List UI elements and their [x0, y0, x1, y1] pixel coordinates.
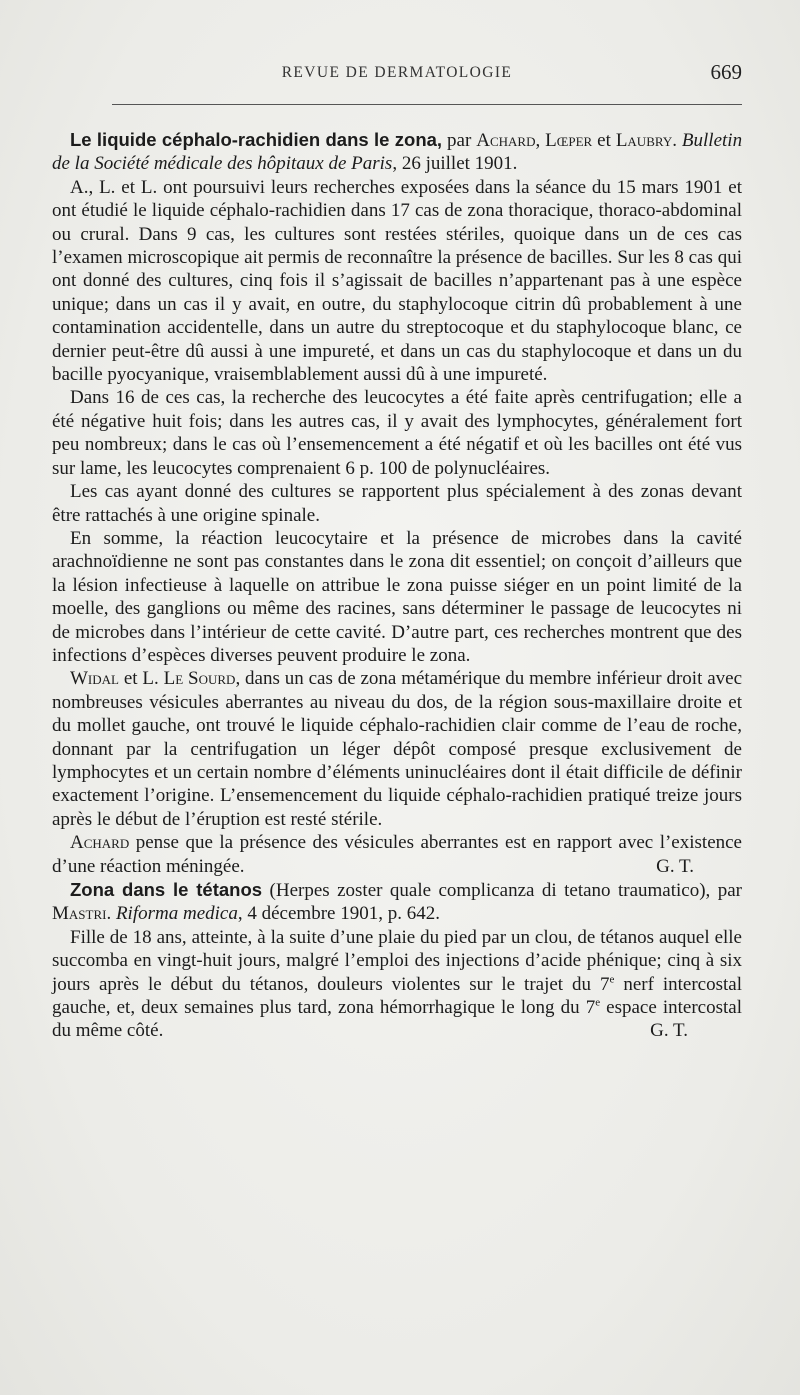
author-mastri: Mastri — [52, 903, 107, 925]
article2-signature: G. T. — [650, 1020, 688, 1042]
article1-and: et — [597, 130, 611, 151]
article1-heading — [52, 128, 742, 176]
running-head — [52, 62, 742, 92]
journal-title: REVUE DE DERMATOLOGIE — [281, 64, 513, 81]
author-le-sourd: Le Sourd — [163, 668, 236, 690]
article2-date: , 4 décembre 1901, p. 642. — [237, 903, 440, 925]
article1-paragraph-1: A., L. et L. ont poursuivi leurs recherches exposées dans la séance du 15 mars 1901 et ont étudié le liquide céphalo-rachidien dans 17 cas de zona thoracique, thoraco-abdominal ou crural. Dans 9 cas, les cultures sont restées stériles, quoique dans un de ces cas l’examen microscopique ait permis de reconnaître la présence de bacilles. Sur les 8 cas qui ont donné des cultures, cinq fois il s’agissait de bacilles n’appartenant pas à une espèce unique; dans un cas il y avait, en outre, du staphylocoque citrin dû probablement à une contamination accidentelle, dans un autre du streptocoque et du staphylocoque blanc, ce dernier peut-être dû aussi à une impureté, et dans un cas du staphylocoque et dans un du bacille pyocyanique, vraisemblablement aussi dû à une impureté. — [52, 176, 742, 386]
author-widal: Widal — [70, 668, 119, 690]
article2-subtitle: (Herpes zoster quale complicanza di tetano traumatico), par — [262, 880, 742, 901]
article1-by: par — [447, 130, 472, 151]
article2-paragraph-1 — [52, 926, 742, 1043]
article1-citation-lead: . — [672, 130, 677, 151]
article1-paragraph-6 — [52, 831, 742, 878]
header-rule — [112, 104, 742, 105]
page-number: 669 — [710, 60, 742, 84]
article2-journal: Riforma medica — [115, 903, 238, 925]
article2-heading — [52, 878, 742, 926]
article1-author-loeper: Lœper — [545, 130, 593, 151]
article1-author-laubry: Laubry — [615, 130, 673, 151]
article2-sep: . — [106, 903, 112, 925]
article1-sep: , — [535, 130, 541, 151]
article1-title: Le liquide céphalo-rachidien dans le zona, — [70, 129, 443, 150]
p6-text: pense que la présence des vésicules aberrantes est en rapport avec l’existence d’une réaction méningée. — [52, 832, 742, 877]
superscript-e-1: e — [609, 973, 615, 986]
superscript-e-2: e — [595, 996, 601, 1009]
p1-part-c: espace intercostal du même côté. — [52, 997, 742, 1042]
article-body — [52, 128, 742, 1043]
author-achard: Achard — [70, 832, 130, 854]
article1-paragraph-3: Les cas ayant donné des cultures se rapportent plus spécialement à des zonas devant être rattachés à une origine spinale. — [52, 481, 742, 526]
article1-paragraph-2: Dans 16 de ces cas, la recherche des leucocytes a été faite après centrifugation; elle a été négative huit fois; dans les autres cas, il y avait des lymphocytes, généralement fort peu nombreux; dans le cas où l’ensemencement a été négatif et où les bacilles ont été vus sur lame, les leucocytes comprenaient 6 p. 100 de polynucléaires. — [52, 387, 742, 479]
article1-author-achard: Achard — [476, 130, 536, 151]
p5-and: et L. — [123, 668, 159, 690]
p1-part-b: nerf intercostal gauche, et, deux semaines plus tard, zona hémorrhagique le long du 7 — [52, 973, 742, 1019]
p1-part-a: Fille de 18 ans, atteinte, à la suite d’une plaie du pied par un clou, de tétanos auquel elle succomba en vingt-huit jours, malgré l’emploi des injections d’acide phénique; cinq à six jours après le début du tétanos, douleurs violentes sur le trajet du 7 — [52, 926, 742, 995]
article1-paragraph-4: En somme, la réaction leucocytaire et la présence de microbes dans la cavité arachnoïdienne ne sont pas constantes dans le zona dit essentiel; on conçoit d’ailleurs que la lésion infectieuse à laquelle on attribue le zona puisse siéger en un point limité de la moelle, des ganglions ou même des racines, sans déterminer le passage de leucocytes ni de microbes dans l’intérieur de cette cavité. D’autre part, ces recherches montrent que des infections d’espèces diverses peuvent produire le zona. — [52, 527, 742, 666]
article1-signature: G. T. — [656, 855, 694, 877]
article1-date: , 26 juillet 1901. — [392, 153, 518, 175]
article2-title: Zona dans le tétanos — [70, 879, 263, 900]
p5-text: , dans un cas de zona métamérique du membre inférieur droit avec nombreuses vésicules aberrantes au niveau du dos, de la région sous-maxillaire droite et du mollet gauche, ont trouvé le liquide céphalo-rachidien clair comme de l’eau de roche, donnant par la centrifugation un léger dépôt composé presque exclusivement de lymphocytes et un certain nombre d’éléments uninucléaires dont il était difficile de définir exactement l’origine. L’ensemencement du liquide céphalo-rachidien pratiqué treize jours après le début de l’éruption est resté stérile. — [52, 668, 743, 830]
article1-journal: Bulletin de la Société médicale des hôpitaux de Paris — [52, 130, 743, 175]
article1-paragraph-5 — [52, 667, 742, 831]
